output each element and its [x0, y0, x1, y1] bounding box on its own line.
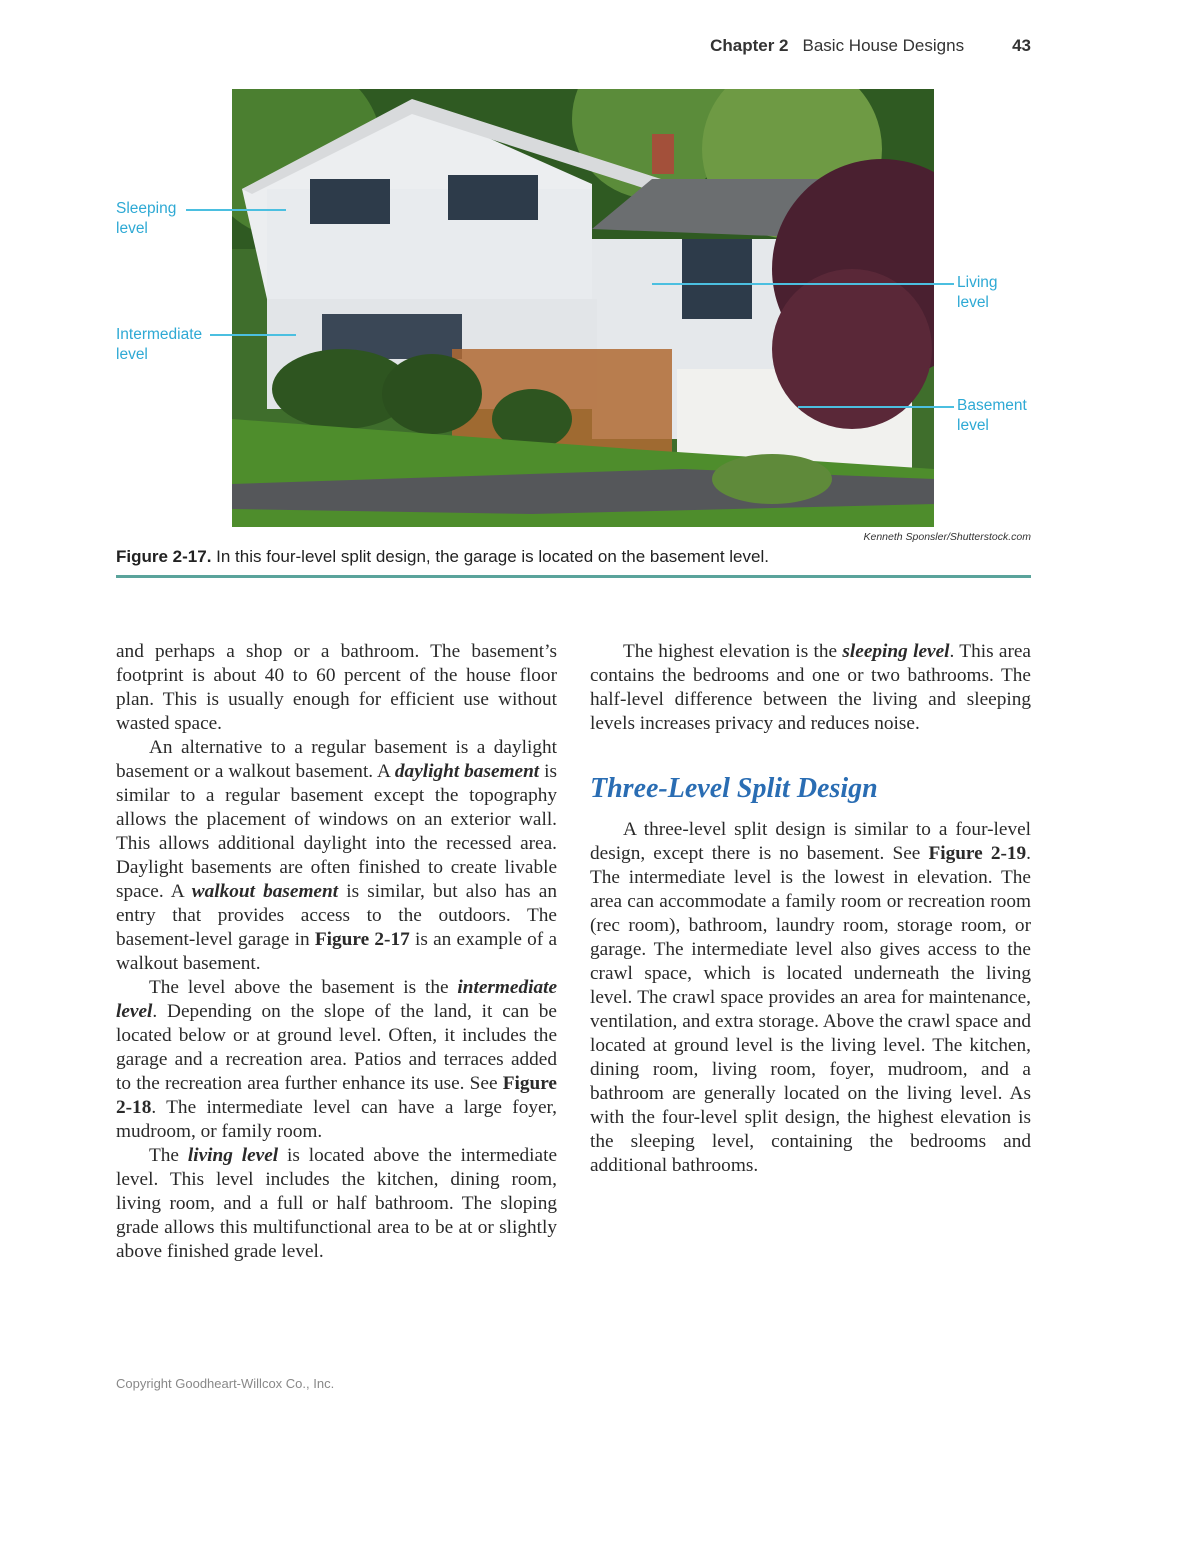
chapter-title: Basic House Designs: [802, 36, 965, 55]
section-heading: Three-Level Split Design: [590, 773, 878, 804]
text-run: An alternative to a regular basement is a daylight basement or a walkout basement. A: [116, 737, 557, 782]
paragraph: [116, 640, 557, 736]
label-sleeping-level: [116, 199, 176, 239]
text-run: is similar, but also has an entry that provides access to the outdoors. The basement-level garage in: [116, 881, 557, 950]
leader-line: [186, 209, 286, 211]
paragraph: [116, 1144, 557, 1264]
right-column: [590, 640, 1031, 1178]
figure-caption: [116, 547, 769, 567]
label-living-level: [957, 273, 998, 313]
label-text: Intermediate: [116, 326, 203, 343]
caption-rule: [116, 575, 1031, 578]
text-run: The: [149, 1145, 188, 1166]
text-run: and perhaps a shop or a bathroom. The basement’s footprint is about 40 to 60 percent of the house floor plan. This is usually enough for efficient use without wasted space.: [116, 641, 557, 734]
key-term: daylight basement: [394, 761, 540, 782]
label-basement-level: [957, 396, 1027, 436]
label-text: Living: [957, 274, 998, 291]
label-text: level: [116, 346, 148, 363]
key-term: living level: [187, 1145, 279, 1166]
paragraph: [116, 736, 557, 976]
page-number: 43: [1012, 36, 1031, 55]
paragraph: [116, 976, 557, 1144]
right-column-intro: [590, 640, 1031, 736]
label-text: level: [957, 294, 989, 311]
paragraph: [590, 818, 1031, 1178]
copyright-footer: Copyright Goodheart-Willcox Co., Inc.: [116, 1376, 335, 1391]
running-header: [710, 36, 1031, 56]
paragraph: [590, 640, 1031, 736]
text-run: is similar to a regular basement except the topography allows the placement of windows on an exterior wall. This allows additional daylight into the recessed area. Daylight basements are often finished to create livable space. A: [116, 761, 558, 902]
text-run: The level above the basement is the: [149, 977, 458, 998]
label-text: level: [957, 417, 989, 434]
figure-reference: Figure 2-19: [928, 843, 1027, 864]
chapter-number: Chapter 2: [710, 36, 789, 55]
section-body: [590, 818, 1031, 1178]
text-run: . The intermediate level can have a large foyer, mudroom, or family room.: [116, 1097, 557, 1142]
text-run: . The intermediate level is the lowest in elevation. The area can accommodate a family room or recreation room (rec room), bathroom, laundry room, storage room, or garage. The intermediate level also gives access to the crawl space, which is located underneath the living level. The crawl space provides an area for maintenance, ventilation, and extra storage. Above the crawl space and located at ground level is the living level. The kitchen, dining room, living room, foyer, mudroom, and a bathroom are generally located on the living level. As with the four-level split design, the highest elevation is the sleeping level, containing the bedrooms and additional bathrooms.: [590, 843, 1031, 1176]
photo-credit: Kenneth Sponsler/Shutterstock.com: [863, 531, 1031, 543]
label-text: Sleeping: [116, 200, 177, 217]
left-column: [116, 640, 557, 1264]
text-run: is an example of a walkout basement.: [116, 929, 558, 974]
key-term: intermediate level: [116, 977, 557, 1022]
leader-line: [798, 406, 954, 408]
label-text: Basement: [957, 397, 1027, 414]
label-intermediate-level: [116, 325, 202, 365]
figure-reference: Figure 2-17: [314, 929, 410, 950]
key-term: sleeping level: [842, 641, 950, 662]
leader-line: [210, 334, 296, 336]
text-run: . This area contains the bedrooms and one or two bathrooms. The half-level difference between the living and sleeping levels increases privacy and reduces noise.: [590, 641, 1031, 734]
figure-number: Figure 2-17.: [116, 547, 212, 566]
text-run: The highest elevation is the: [623, 641, 843, 662]
leader-line: [652, 283, 954, 285]
label-text: level: [116, 220, 148, 237]
key-term: walkout basement: [191, 881, 339, 902]
text-run: A three-level split design is similar to a four-level design, except there is no basement. See: [590, 819, 1031, 864]
caption-text: In this four-level split design, the garage is located on the basement level.: [211, 547, 769, 566]
text-run: . Depending on the slope of the land, it can be located below or at ground level. Often, it includes the garage and a recreation area. Patios and terraces added to the recreation area further enhance its use. See: [116, 1001, 557, 1094]
figure-reference: Figure 2-18: [116, 1073, 557, 1118]
house-photo: [232, 89, 934, 527]
text-run: is located above the intermediate level. This level includes the kitchen, dining room, living room, and a full or half bathroom. The sloping grade allows this multifunctional area to be at or slightly above finished grade level.: [116, 1145, 557, 1262]
